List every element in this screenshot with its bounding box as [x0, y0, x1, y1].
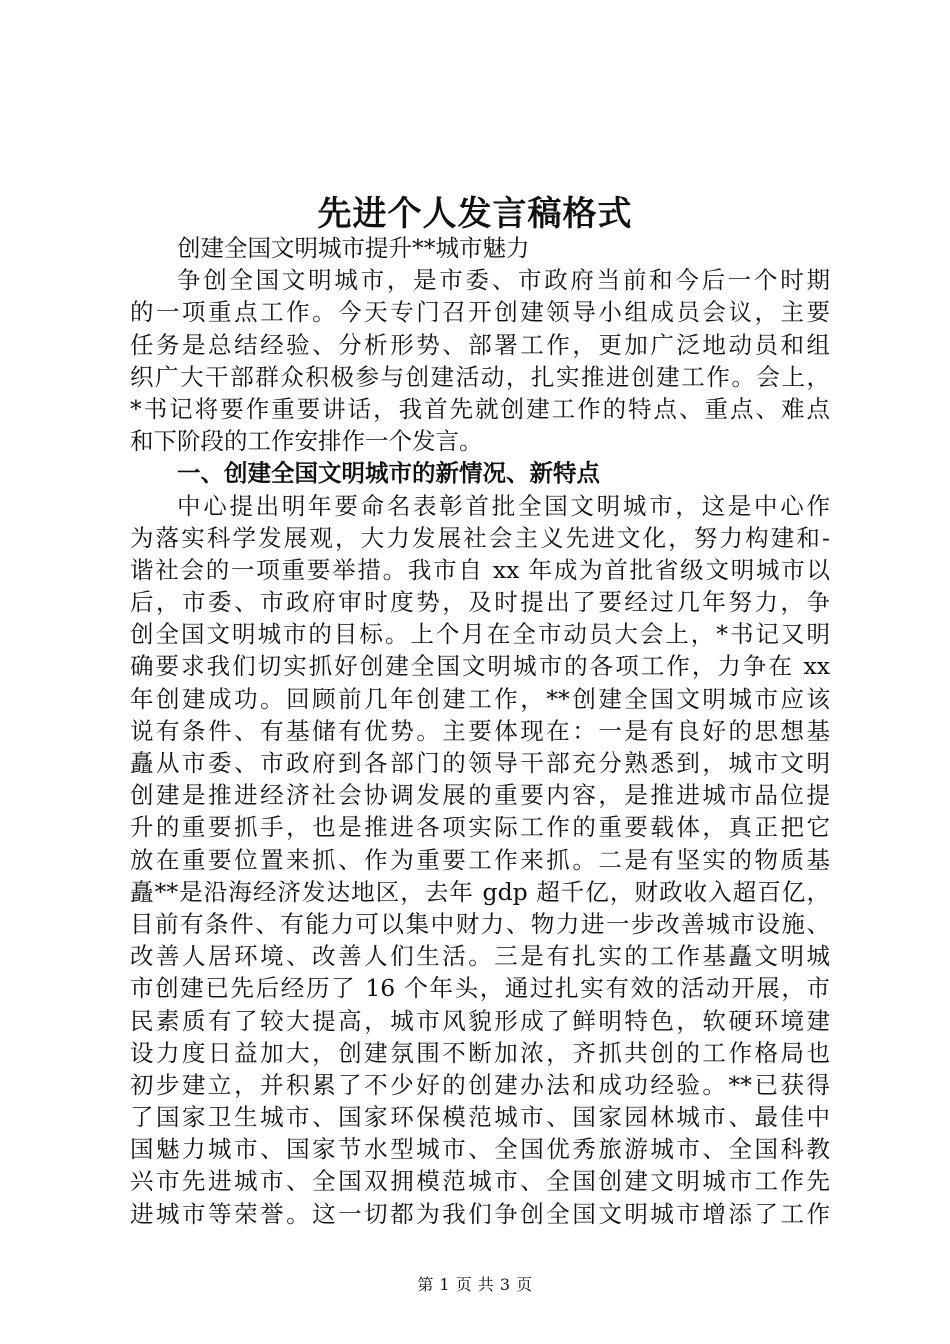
document-body [130, 232, 830, 1230]
paragraph-line: 矗**是沿海经济发达地区，去年 gdp 超千亿，财政收入超百亿， [130, 877, 830, 906]
paragraph-line: 的一项重点工作。今天专门召开创建领导小组成员会议，主要 [130, 298, 830, 327]
paragraph-line: 创全国文明城市的目标。上个月在全市动员大会上，*书记又明 [130, 620, 830, 649]
paragraph-line: 了国家卫生城市、国家环保模范城市、国家园林城市、最佳中 [130, 1103, 830, 1132]
paragraph-line: 确要求我们切实抓好创建全国文明城市的各项工作，力争在 xx [130, 652, 830, 681]
paragraph-line: 兴市先进城市、全国双拥模范城市、全国创建文明城市工作先 [130, 1167, 830, 1196]
paragraph-line: 初步建立，并积累了不少好的创建办法和成功经验。**已获得 [130, 1070, 830, 1099]
paragraph-line: 和下阶段的工作安排作一个发言。 [130, 427, 483, 456]
paragraph-line: *书记将要作重要讲话，我首先就创建工作的特点、重点、难点 [130, 394, 830, 423]
paragraph-line: 创建是推进经济社会协调发展的重要内容，是推进城市品位提 [130, 781, 830, 810]
paragraph-line: 市创建已先后经历了 16 个年头，通过扎实有效的活动开展，市 [130, 974, 830, 1003]
document-title: 先进个人发言稿格式 [317, 194, 633, 234]
paragraph-line: 进城市等荣誉。这一切都为我们争创全国文明城市增添了工作 [130, 1199, 830, 1228]
paragraph-line: 目前有条件、有能力可以集中财力、物力进一步改善城市设施、 [130, 909, 830, 938]
paragraph-line: 国魅力城市、国家节水型城市、全国优秀旅游城市、全国科教 [130, 1135, 830, 1164]
section-heading: 一、创建全国文明城市的新情况、新特点 [177, 459, 600, 488]
paragraph-line: 争创全国文明城市，是市委、市政府当前和今后一个时期 [177, 266, 830, 295]
paragraph-line: 民素质有了较大提高，城市风貌形成了鲜明特色，软硬环境建 [130, 1006, 830, 1035]
paragraph-line: 放在重要位置来抓、作为重要工作来抓。二是有坚实的物质基 [130, 845, 830, 874]
paragraph-line: 织广大干部群众积极参与创建活动，扎实推进创建工作。会上， [130, 362, 830, 391]
paragraph-line: 设力度日益加大，创建氛围不断加浓，齐抓共创的工作格局也 [130, 1038, 830, 1067]
paragraph-line: 年创建成功。回顾前几年创建工作，**创建全国文明城市应该 [130, 684, 830, 713]
paragraph-line: 为落实科学发展观，大力发展社会主义先进文化，努力构建和- [130, 523, 830, 552]
paragraph-line: 任务是总结经验、分析形势、部署工作，更加广泛地动员和组 [130, 330, 830, 359]
paragraph-line: 升的重要抓手，也是推进各项实际工作的重要载体，真正把它 [130, 813, 830, 842]
subtitle-line: 创建全国文明城市提升**城市魅力 [177, 234, 530, 262]
page-footer: 第 1 页 共 3 页 [417, 1275, 533, 1294]
paragraph-line: 中心提出明年要命名表彰首批全国文明城市，这是中心作 [177, 491, 830, 520]
paragraph-line: 谐社会的一项重要举措。我市自 xx 年成为首批省级文明城市以 [130, 555, 830, 584]
paragraph-line: 说有条件、有基储有优势。主要体现在：一是有良好的思想基 [130, 716, 830, 745]
paragraph-line: 后，市委、市政府审时度势，及时提出了要经过几年努力，争 [130, 588, 830, 617]
paragraph-line: 矗从市委、市政府到各部门的领导干部充分熟悉到，城市文明 [130, 749, 830, 777]
paragraph-line: 改善人居环境、改善人们生活。三是有扎实的工作基矗文明城 [130, 942, 830, 971]
